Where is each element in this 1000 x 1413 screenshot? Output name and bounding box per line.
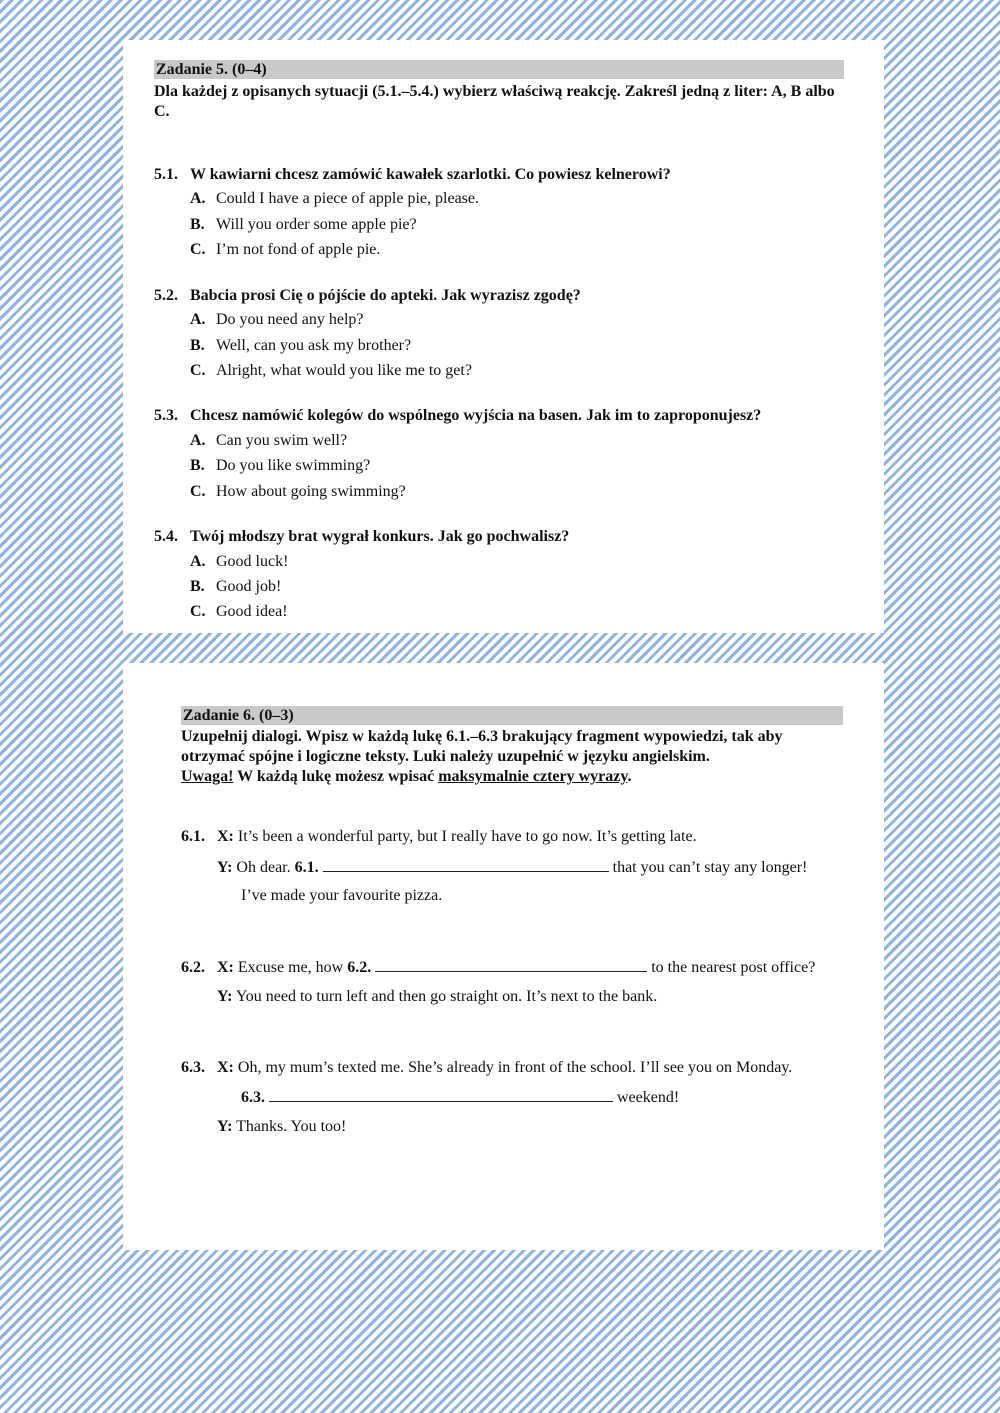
question-number: 5.2. (154, 287, 178, 304)
item-number: 6.3. (181, 1059, 205, 1076)
option-5-1-a[interactable] (190, 189, 479, 209)
dialogue-6-2-y (217, 987, 657, 1007)
option-letter: B. (190, 216, 205, 233)
option-text: Good job! (216, 578, 282, 595)
question-5-3 (154, 406, 761, 426)
question-text: Babcia prosi Cię o pójście do apteki. Jak wyrazisz zgodę? (190, 287, 581, 304)
gap-6-3-input[interactable] (269, 1087, 613, 1102)
speaker-y: Y: (217, 859, 233, 876)
dialogue-6-1-x (181, 827, 697, 847)
x-line-end: weekend! (617, 1089, 680, 1106)
speaker-x: X: (217, 959, 234, 976)
gap-6-2-input[interactable] (375, 957, 647, 972)
question-text: Chcesz namówić kolegów do wspólnego wyjścia na basen. Jak im to zaproponujesz? (190, 407, 762, 424)
gap-label: 6.3. (241, 1089, 265, 1106)
option-5-2-b[interactable] (190, 336, 411, 356)
dialogue-6-3-x-cont (241, 1087, 679, 1108)
option-letter: B. (190, 457, 205, 474)
option-letter: C. (190, 483, 206, 500)
y-line: Thanks. You too! (236, 1118, 347, 1135)
option-letter: A. (190, 311, 206, 328)
question-number: 5.3. (154, 407, 178, 424)
option-letter: B. (190, 337, 205, 354)
question-5-4 (154, 527, 569, 547)
speaker-x: X: (217, 828, 234, 845)
option-5-2-c[interactable] (190, 361, 472, 381)
option-text: How about going swimming? (216, 483, 406, 500)
task6-header: Zadanie 6. (0–3) (181, 706, 843, 725)
x-line: It’s been a wonderful party, but I really have to go now. It’s getting late. (237, 828, 697, 845)
task6-sheet (123, 663, 884, 1250)
option-text: Alright, what would you like me to get? (216, 362, 472, 379)
dialogue-6-1-y-cont: I’ve made your favourite pizza. (241, 887, 443, 904)
option-5-1-c[interactable] (190, 240, 380, 260)
question-text: Twój młodszy brat wygrał konkurs. Jak go pochwalisz? (190, 528, 570, 545)
option-text: I’m not fond of apple pie. (216, 241, 381, 258)
option-5-4-c[interactable] (190, 602, 288, 622)
option-text: Good luck! (216, 553, 289, 570)
x-line: Oh, my mum’s texted me. She’s already in front of the school. I’ll see you on Monday. (237, 1059, 793, 1076)
x-line-end: to the nearest post office? (651, 959, 816, 976)
task6-note (181, 767, 846, 787)
dialogue-6-2-x (181, 957, 815, 978)
option-text: Will you order some apple pie? (216, 216, 417, 233)
option-letter: A. (190, 553, 206, 570)
question-number: 5.4. (154, 528, 178, 545)
y-line: You need to turn left and then go straight on. It’s next to the bank. (235, 988, 658, 1005)
note-end: . (627, 768, 632, 785)
option-letter: B. (190, 578, 205, 595)
task5-header: Zadanie 5. (0–4) (154, 60, 844, 79)
speaker-y: Y: (217, 988, 233, 1005)
y-line-end: that you can’t stay any longer! (612, 859, 808, 876)
option-letter: C. (190, 362, 206, 379)
option-5-4-b[interactable] (190, 577, 281, 597)
item-number: 6.2. (181, 959, 205, 976)
option-5-2-a[interactable] (190, 310, 364, 330)
task6-instruction: Uzupełnij dialogi. Wpisz w każdą lukę 6.1.–6.3 brakujący fragment wypowiedzi, tak aby otrzymać spójne i logiczne teksty. Luki należy uzupełnić w języku angielskim. (181, 728, 783, 765)
option-letter: A. (190, 190, 206, 207)
note-emphasis: maksymalnie cztery wyrazy (438, 768, 628, 785)
option-text: Can you swim well? (216, 432, 348, 449)
question-5-2 (154, 286, 581, 306)
dialogue-6-1-y (217, 857, 807, 878)
question-5-1 (154, 165, 671, 185)
question-text: W kawiarni chcesz zamówić kawałek szarlotki. Co powiesz kelnerowi? (190, 166, 671, 183)
y-line-start: Oh dear. (236, 859, 291, 876)
option-text: Well, can you ask my brother? (216, 337, 412, 354)
option-letter: A. (190, 432, 206, 449)
dialogue-6-3-y (217, 1117, 346, 1137)
task5-instruction: Dla każdej z opisanych sytuacji (5.1.–5.4.) wybierz właściwą reakcję. Zakreśl jedną z liter: A, B albo C. (154, 83, 835, 120)
gap-6-1-input[interactable] (323, 857, 609, 872)
speaker-x: X: (217, 1059, 234, 1076)
speaker-y: Y: (217, 1118, 233, 1135)
x-line-start: Excuse me, how (237, 959, 344, 976)
note-label: Uwaga! (181, 768, 234, 785)
option-5-3-c[interactable] (190, 482, 406, 502)
option-text: Do you need any help? (216, 311, 364, 328)
option-text: Good idea! (216, 603, 288, 620)
gap-label: 6.2. (347, 959, 372, 976)
task5-sheet (123, 40, 884, 633)
dialogue-6-3-x (181, 1058, 792, 1078)
option-5-3-b[interactable] (190, 456, 370, 476)
option-letter: C. (190, 241, 206, 258)
option-5-1-b[interactable] (190, 215, 417, 235)
item-number: 6.1. (181, 828, 205, 845)
option-letter: C. (190, 603, 206, 620)
question-number: 5.1. (154, 166, 178, 183)
option-text: Could I have a piece of apple pie, please. (216, 190, 479, 207)
note-text: W każdą lukę możesz wpisać (233, 768, 439, 785)
option-5-4-a[interactable] (190, 552, 288, 572)
gap-label: 6.1. (294, 859, 319, 876)
option-text: Do you like swimming? (216, 457, 371, 474)
option-5-3-a[interactable] (190, 431, 347, 451)
